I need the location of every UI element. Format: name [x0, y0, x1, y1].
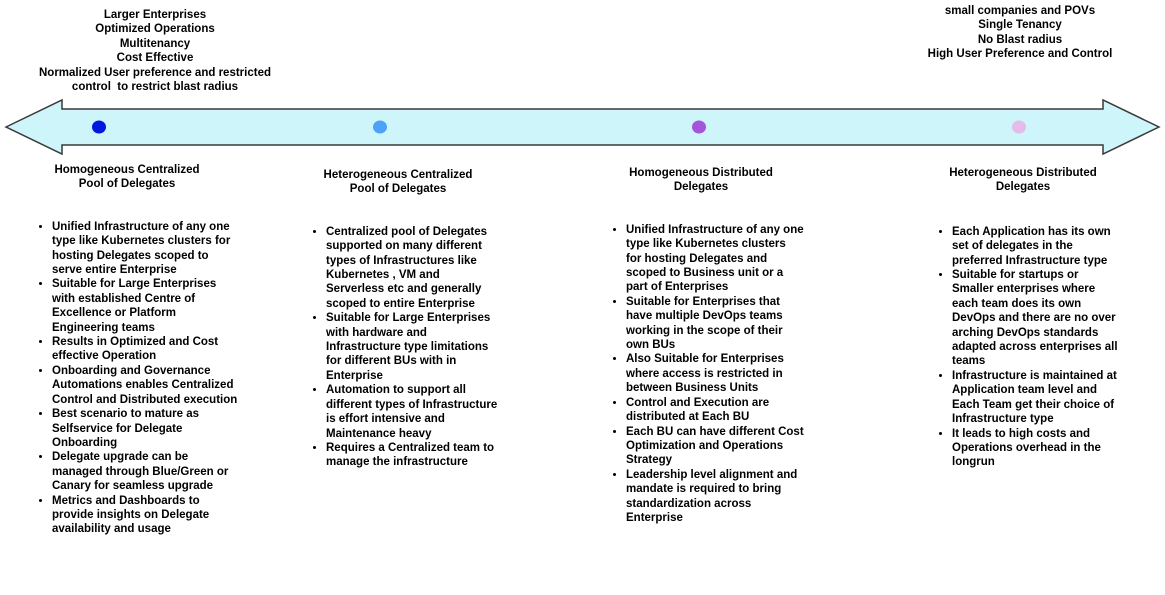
bullet-item: • Each Application has its own set of delegates in the preferred Infrastructure type — [952, 225, 1122, 268]
bullet-item: • Infrastructure is maintained at Application team level and Each Team get their choice of Infrastructure type — [952, 369, 1122, 427]
column-title-line: Delegates — [673, 181, 729, 194]
bullet-item: • Suitable for startups or Smaller enterprises where each team does its own DevOps and there are no over arching DevOps standards adapted across enterprises all teams — [952, 268, 1122, 369]
bullet-item: • Automation to support all different types of Infrastructure is effort intensive and Maintenance heavy — [326, 383, 498, 441]
column-bullet-list — [598, 223, 804, 526]
left-end-characteristics-note — [10, 8, 300, 94]
note-line: Normalized User preference and restricted — [38, 66, 271, 79]
bullet-item: • It leads to high costs and Operations overhead in the longrun — [952, 427, 1122, 470]
bullet-item: • Also Suitable for Enterprises where access is restricted in between Business Units — [626, 352, 804, 395]
column-title-line: Homogeneous Centralized — [54, 164, 200, 176]
note-line: Cost Effective — [116, 52, 194, 65]
column-title — [16, 163, 238, 192]
column-title-line: Pool of Delegates — [78, 178, 176, 191]
bullet-item: • Suitable for Enterprises that have multiple DevOps teams working in the scope of their own BUs — [626, 295, 804, 353]
spectrum-arrow — [0, 97, 1165, 157]
column-title-line: Homogeneous Distributed — [629, 167, 773, 179]
column-title — [924, 166, 1122, 195]
column-heterogeneous-centralized — [298, 168, 498, 470]
bullet-item: • Suitable for Large Enterprises with established Centre of Excellence or Platform Engineering teams — [52, 277, 238, 335]
bullet-item: • Requires a Centralized team to manage the infrastructure — [326, 441, 498, 470]
column-homogeneous-distributed — [598, 166, 804, 525]
column-title-line: Delegates — [995, 181, 1051, 194]
column-bullet-list — [924, 225, 1122, 470]
double-headed-arrow-shape — [6, 100, 1159, 154]
column-title — [298, 168, 498, 197]
note-line: small companies and POVs — [944, 5, 1096, 17]
bullet-item: • Suitable for Large Enterprises with hardware and Infrastructure type limitations for different BUs with in Enterprise — [326, 311, 498, 383]
marker-dot-homogeneous-centralized — [92, 121, 106, 134]
note-line: High User Preference and Control — [927, 48, 1113, 61]
note-line: No Blast radius — [977, 33, 1063, 46]
column-title-line: Heterogeneous Centralized — [323, 169, 473, 181]
bullet-item: • Each BU can have different Cost Optimization and Operations Strategy — [626, 425, 804, 468]
bullet-item: • Delegate upgrade can be managed through Blue/Green or Canary for seamless upgrade — [52, 450, 238, 493]
column-heterogeneous-distributed — [924, 166, 1122, 470]
bullet-item: • Centralized pool of Delegates supported on many different types of Infrastructures like Kubernetes , VM and Serverless etc and generally scoped to entire Enterprise — [326, 225, 498, 311]
marker-dot-heterogeneous-distributed — [1012, 121, 1026, 134]
bullet-item: • Best scenario to mature as Selfservice for Delegate Onboarding — [52, 407, 238, 450]
bullet-item: • Unified Infrastructure of any one type like Kubernetes clusters for hosting Delegates scoped to serve entire Enterprise — [52, 220, 238, 278]
note-line: Larger Enterprises — [103, 9, 207, 21]
column-bullet-list — [16, 220, 238, 537]
bullet-item: • Control and Execution are distributed at Each BU — [626, 396, 804, 425]
column-bullet-list — [298, 225, 498, 470]
note-line: Optimized Operations — [95, 23, 215, 36]
column-title — [598, 166, 804, 195]
note-line: Single Tenancy — [978, 19, 1062, 32]
column-title-line: Heterogeneous Distributed — [949, 167, 1097, 179]
bullet-item: • Unified Infrastructure of any one type like Kubernetes clusters for hosting Delegates and scoped to Business unit or a part of Enterprises — [626, 223, 804, 295]
note-line: control to restrict blast radius — [71, 81, 239, 94]
bullet-item: • Results in Optimized and Cost effective Operation — [52, 335, 238, 364]
bullet-item: • Metrics and Dashboards to provide insights on Delegate availability and usage — [52, 494, 238, 537]
note-line: Multitenancy — [119, 37, 191, 50]
bullet-item: • Leadership level alignment and mandate is required to bring standardization across Enterprise — [626, 468, 804, 526]
marker-dot-homogeneous-distributed — [692, 121, 706, 134]
column-homogeneous-centralized — [16, 163, 238, 537]
bullet-item: • Onboarding and Governance Automations enables Centralized Control and Distributed execution — [52, 364, 238, 407]
marker-dot-heterogeneous-centralized — [373, 121, 387, 134]
column-title-line: Pool of Delegates — [349, 183, 447, 196]
right-end-characteristics-note — [878, 4, 1162, 62]
